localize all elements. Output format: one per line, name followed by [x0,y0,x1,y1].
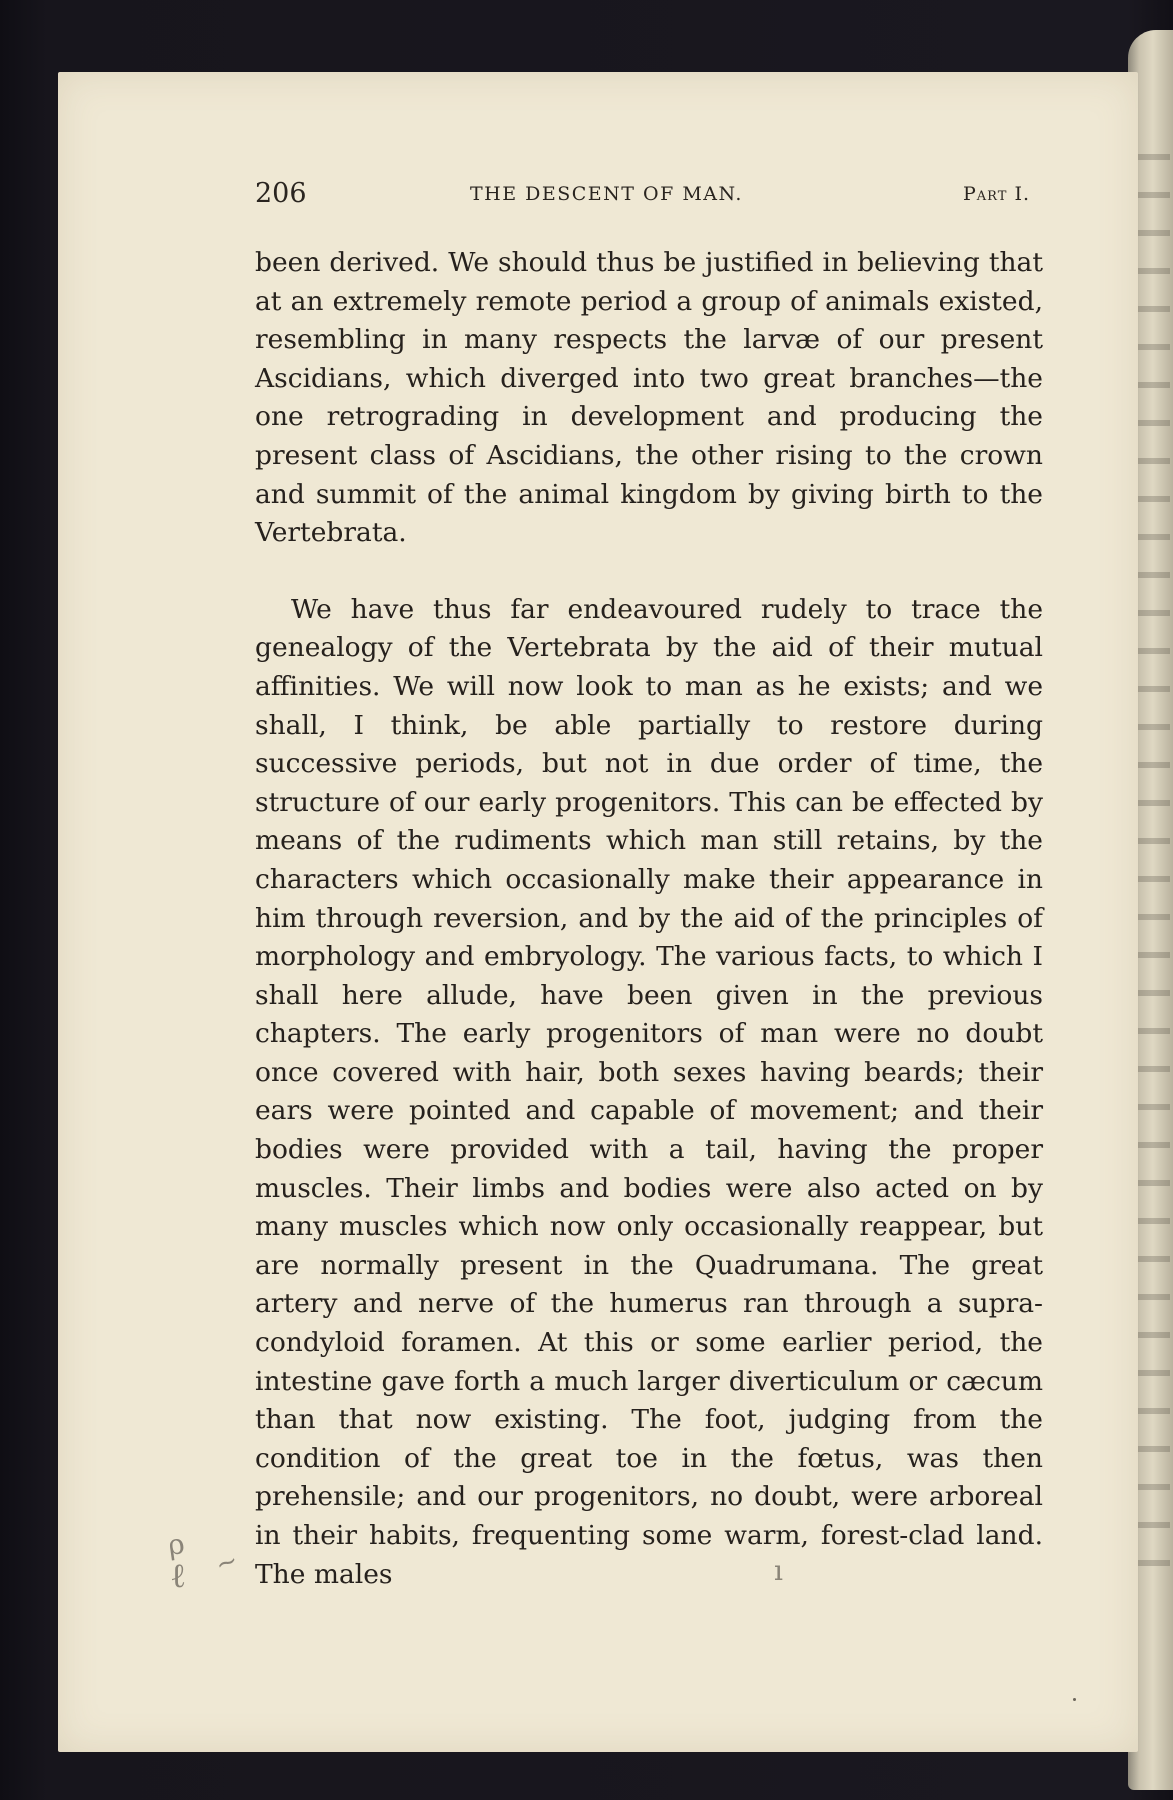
paragraph: We have thus far endeavoured rudely to trace the genealogy of the Vertebrata by the aid of their mutual affinities. We will now look to man as he exists; and we shall, I think, be able partially to restore during successive periods, but not in due order of time, the structure of our early progenitors. This can be effected by means of the rudiments which man still retains, by the characters which occasionally make their appearance in him through reversion, and by the aid of the principles of morphology and embryology. The various facts, to which I shall here allude, have been given in the previous chapters. The early progenitors of man were no doubt once covered with hair, both sexes having beards; their ears were pointed and capable of movement; and their bodies were provided with a tail, having the proper muscles. Their limbs and bodies were also acted on by many muscles which now only occasionally reappear, but are normally present in the Quadrumana. The great artery and nerve of the humerus ran through a supra-condyloid foramen. At this or some earlier period, the intestine gave forth a much larger diverticulum or cæcum than that now existing. The foot, judging from the condition of the great toe in the fœtus, was then prehensile; and our progenitors, no doubt, were arboreal in their habits, frequenting some warm, forest-clad land. The males [255,593,1043,1590]
pencil-mark: ρ [165,1527,187,1562]
running-header [255,178,1030,214]
pencil-mark: ℓ [170,1556,187,1596]
page-speck [1073,1698,1076,1701]
paragraph: been derived. We should thus be justified in believing that at an extremely remote period a group of animals existed, resembling in many respects the larvæ of our present Ascidians, which diverged into two great branches—the one retrograding in development and producing the present class of Ascidians, the other rising to the crown and summit of the animal kingdom by giving birth to the Vertebrata. [255,247,1043,549]
pencil-mark: ~ [211,1545,243,1581]
pencil-mark: ı [774,1554,783,1587]
book-title: THE DESCENT OF MAN. [470,183,743,205]
body-text [255,244,1043,1594]
part-label: Part I. [963,183,1030,205]
page-number: 206 [255,178,307,209]
